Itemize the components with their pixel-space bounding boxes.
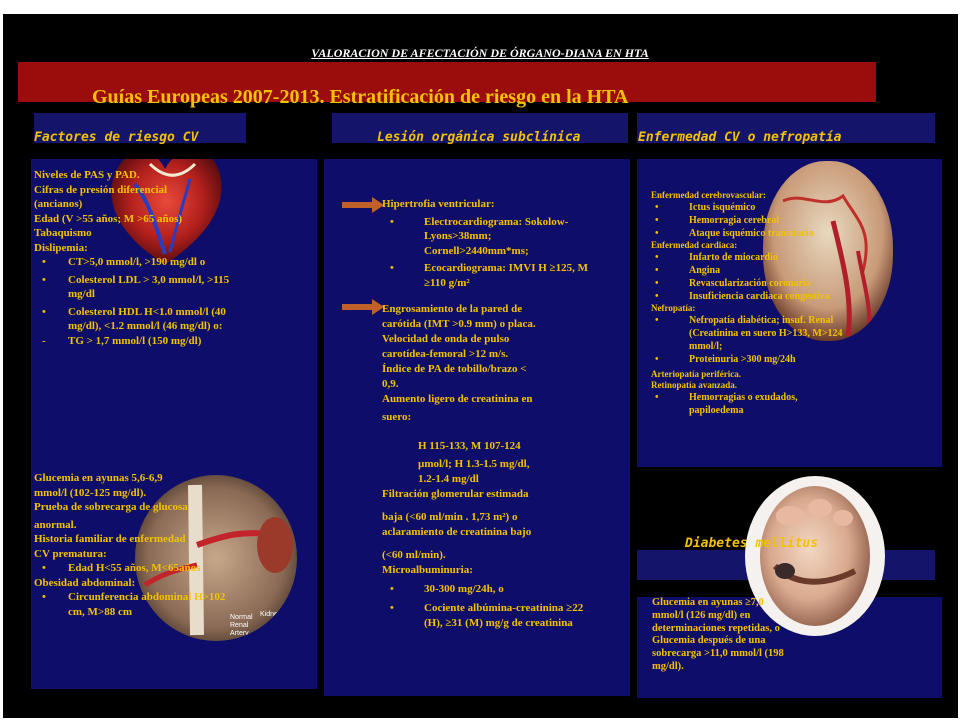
subclinical-line: 0,9. <box>382 378 399 390</box>
nephro-item: • Nefropatía diabética; insuf. Renal (Creatinina en suero H>133, M>124 mmol/l; <box>651 314 861 353</box>
cardiac-title: Enfermedad cardiaca: <box>651 240 738 250</box>
renal-label: Renal <box>230 622 249 629</box>
waist-item: • Circunferencia abdominal H>102 cm, M>88 cm <box>38 590 238 619</box>
micro-item: • Cociente albúmina-creatinina ≥22 (H), ≥31 (M) mg/g de creatinina <box>386 601 586 631</box>
col1-header: Factores de riesgo CV <box>34 130 199 145</box>
main-title: Guías Europeas 2007-2013. Estratificación de riesgo en la HTA <box>92 86 629 108</box>
glucose-line: anormal. <box>34 518 77 531</box>
retino-item: • Hemorragias o exudados, papiloedema <box>651 391 851 417</box>
creatinine-line: 1.2-1.4 mg/dl <box>418 473 479 485</box>
col2-header: Lesión orgánica subclínica <box>377 130 581 145</box>
subclinical-line: Velocidad de onda de pulso <box>382 333 510 345</box>
subclinical-line: carótida (IMT >0.9 mm) o placa. <box>382 318 536 330</box>
col3-header: Enfermedad CV o nefropatía <box>638 130 842 145</box>
cardiac-item: • Infarto de miocardio <box>651 251 861 264</box>
lvh-echo-item: • Ecocardiograma: IMVI H ≥125, M ≥110 g/m² <box>386 261 592 290</box>
col3-panel <box>637 159 942 467</box>
glucose-line: Historia familiar de enfermedad <box>34 533 186 545</box>
risk-line: Edad (V >55 años; M >65 años) <box>34 212 183 225</box>
arrow-icon <box>342 299 384 315</box>
glucose-line: mmol/l (102-125 mg/dl). <box>34 486 147 499</box>
gfr-line: (<60 ml/min). <box>382 549 446 561</box>
gfr-line: Filtración glomerular estimada <box>382 488 529 500</box>
glucose-line: Prueba de sobrecarga de glucosa <box>34 501 188 513</box>
subclinical-line: Aumento ligero de creatinina en <box>382 393 533 405</box>
diabetes-line: Glucemia en ayunas ≥7,0 <box>652 597 764 608</box>
diabetes-line: determinaciones repetidas, o <box>652 622 780 634</box>
arrow-icon <box>342 197 384 213</box>
micro-title: Microalbuminuria: <box>382 564 473 576</box>
normal-label: Normal <box>230 614 253 621</box>
obesity-label: Obesidad abdominal: <box>34 576 136 589</box>
lipid-item: • Colesterol LDL > 3,0 mmol/l, >115 mg/dl <box>38 273 249 302</box>
gfr-line: aclaramiento de creatinina bajo <box>382 526 532 538</box>
cerebro-title: Enfermedad cerebrovascular: <box>651 190 766 200</box>
creatinine-line: µmol/l; H 1.3-1.5 mg/dl, <box>418 458 530 470</box>
col1-glucose-list <box>34 471 259 619</box>
diabetes-text <box>652 597 852 674</box>
risk-line: Niveles de PAS y PAD. <box>34 169 140 181</box>
lvh-title: Hipertrofia ventricular: <box>382 198 495 210</box>
cardiac-item: • Revascularización coronaria <box>651 277 861 290</box>
retino-line: Retinopatía avanzada. <box>651 380 738 390</box>
subclinical-line: Engrosamiento de la pared de <box>382 303 523 315</box>
lipid-item: • CT>5,0 mmol/l, >190 mg/dl o <box>38 255 249 270</box>
diabetes-header: Diabetes mellitus <box>685 536 819 551</box>
risk-line: Cifras de presión diferencial <box>34 183 168 196</box>
diabetes-line: sobrecarga >11,0 mmol/l (198 <box>652 648 784 660</box>
lipid-item: - TG > 1,7 mmol/l (150 mg/dl) <box>38 334 238 349</box>
diabetes-line: Glucemia después de una <box>652 635 766 647</box>
diabetes-line: mmol/l (126 mg/dl) en <box>652 609 751 621</box>
artery-label: Artery <box>230 630 249 637</box>
col1-risk-list <box>34 168 249 348</box>
nephro-title: Nefropatía: <box>651 303 696 313</box>
kidney-label: Kidney <box>260 611 282 618</box>
family-age-item: • Edad H<55 años, M<65años <box>38 561 259 576</box>
risk-line: Tabaquismo <box>34 227 92 239</box>
micro-item: • 30-300 mg/24h, o <box>386 582 597 597</box>
cerebro-item: • Hemorragia cerebral <box>651 214 861 227</box>
cerebro-item: • Ictus isquémico <box>651 201 861 214</box>
cardiac-item: • Angina <box>651 264 861 277</box>
subclinical-block <box>382 302 597 631</box>
cerebro-item: • Ataque isquémico transitorio <box>651 227 861 240</box>
subclinical-line: carotídea-femoral >12 m/s. <box>382 348 509 360</box>
glucose-line: CV prematura: <box>34 547 107 560</box>
risk-line: Dislipemia: <box>34 241 88 254</box>
col2-panel <box>324 159 630 696</box>
subclinical-line: suero: <box>382 411 412 423</box>
lvh-block <box>382 197 592 290</box>
cv-disease-list <box>651 190 861 417</box>
creatinine-line: H 115-133, M 107-124 <box>418 440 521 452</box>
diabetes-line: mg/dl). <box>652 660 684 672</box>
lipid-item: • Colesterol HDL H<1.0 mmol/l (40 mg/dl), <1.2 mmol/l (46 mg/dl) o: <box>38 305 238 334</box>
col1-panel <box>31 159 317 689</box>
nephro-item: • Proteinuria >300 mg/24h <box>651 353 861 366</box>
subclinical-line: Índice de PA de tobillo/brazo < <box>382 363 527 375</box>
top-title: VALORACION DE AFECTACIÓN DE ÓRGANO-DIANA EN HTA <box>311 46 649 60</box>
lvh-ecg-item: • Electrocardiograma: Sokolow-Lyons>38mm; Cornell>2440mm*ms; <box>386 215 592 259</box>
risk-line: (ancianos) <box>34 198 83 210</box>
arterio-line: Arteriopatía periférica. <box>651 369 741 379</box>
glucose-line: Glucemia en ayunas 5,6-6,9 <box>34 472 163 484</box>
cardiac-item: • Insuficiencia cardiaca congestiva <box>651 290 831 303</box>
gfr-line: baja (<60 ml/min . 1,73 m²) o <box>382 511 518 523</box>
